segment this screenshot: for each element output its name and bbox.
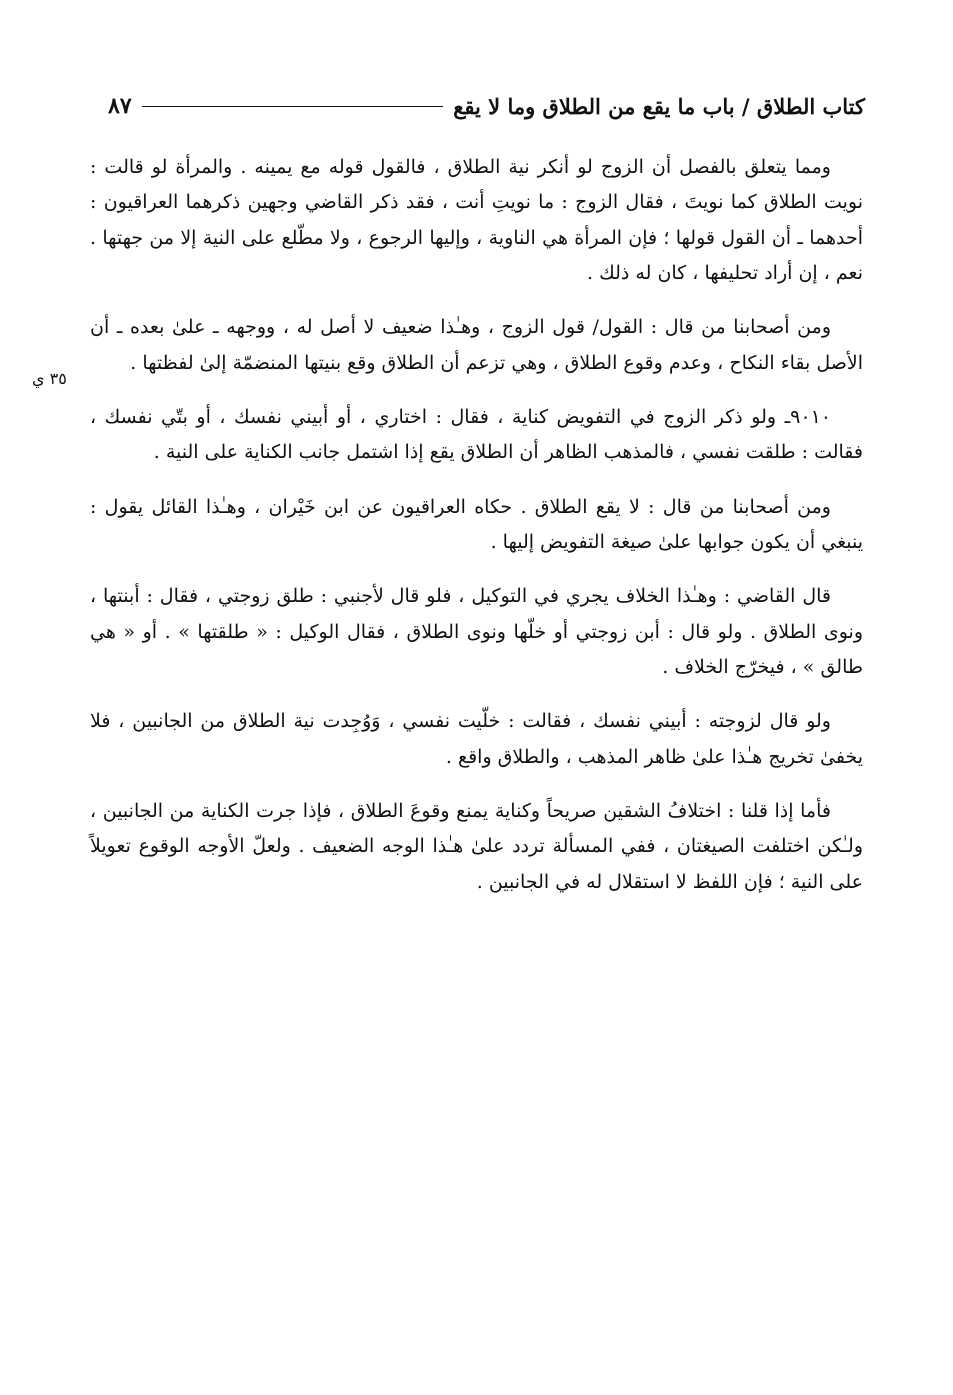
- paragraph: فأما إذا قلنا : اختلافُ الشقين صريحاً وكناية يمنع وقوعَ الطلاق ، فإذا جرت الكناية من الجانبين ، ولـٰكن اختلفت الصيغتان ، ففي المسألة تردد علىٰ هـٰذا الوجه الضعيف . ولعلّ الأوجه الوقوع تعويلاً على النية ؛ فإن اللفظ لا استقلال له في الجانبين .: [90, 799, 863, 893]
- header-rule: [142, 106, 444, 107]
- paragraph: ومما يتعلق بالفصل أن الزوج لو أنكر نية الطلاق ، فالقول قوله مع يمينه . والمرأة لو قالت : نويت الطلاق كما نويتَ ، فقال الزوج : ما نويتِ أنت ، فقد ذكر القاضي وجهين ذكرهما العراقيون : أحدهما ـ أن القول قولها ؛ فإن المرأة هي الناوية ، وإليها الرجوع ، ولا مطّلع على النية إلا من جهتها . نعم ، إن أراد تحليفها ، كان له ذلك .: [90, 156, 863, 284]
- page-header: [108, 88, 865, 124]
- page-number: ٨٧: [108, 93, 132, 119]
- paragraph: قال القاضي : وهـٰذا الخلاف يجري في التوكيل ، فلو قال لأجنبي : طلق زوجتي ، فقال : أبنتها ، ونوى الطلاق . ولو قال : أبن زوجتي أو خلّها ونوى الطلاق ، فقال الوكيل : « طلقتها » . أو « هي طالق » ، فيخرّج الخلاف .: [90, 585, 863, 678]
- running-title: كتاب الطلاق / باب ما يقع من الطلاق وما لا يقع: [453, 93, 865, 119]
- paragraph: ومن أصحابنا من قال : لا يقع الطلاق . حكاه العراقيون عن ابن خَيْران ، وهـٰذا القائل يقول : ينبغي أن يكون جوابها علىٰ صيغة التفويض إليها .: [90, 495, 863, 553]
- body-text: [90, 150, 863, 919]
- margin-note: ٣٥ ي: [32, 369, 67, 388]
- paragraph: ولو قال لزوجته : أبيني نفسك ، فقالت : خلّيت نفسي ، وَوُجِدت نية الطلاق من الجانبين ، فلا يخفىٰ تخريج هـٰذا علىٰ ظاهر المذهب ، والطلاق واقع .: [90, 710, 863, 768]
- paragraph: ومن أصحابنا من قال : القول/ قول الزوج ، وهـٰذا ضعيف لا أصل له ، ووجهه ـ علىٰ بعده ـ أن الأصل بقاء النكاح ، وعدم وقوع الطلاق ، وهي تزعم أن الطلاق وقع بنيتها المنضمّة إلىٰ لفظتها .: [90, 316, 863, 374]
- paragraph: ٩٠١٠ـ ولو ذكر الزوج في التفويض كناية ، فقال : اختاري ، أو أبيني نفسك ، أو بتّي نفسك ، فقالت : طلقت نفسي ، فالمذهب الظاهر أن الطلاق يقع إذا اشتمل جانب الكناية على النية .: [90, 405, 863, 464]
